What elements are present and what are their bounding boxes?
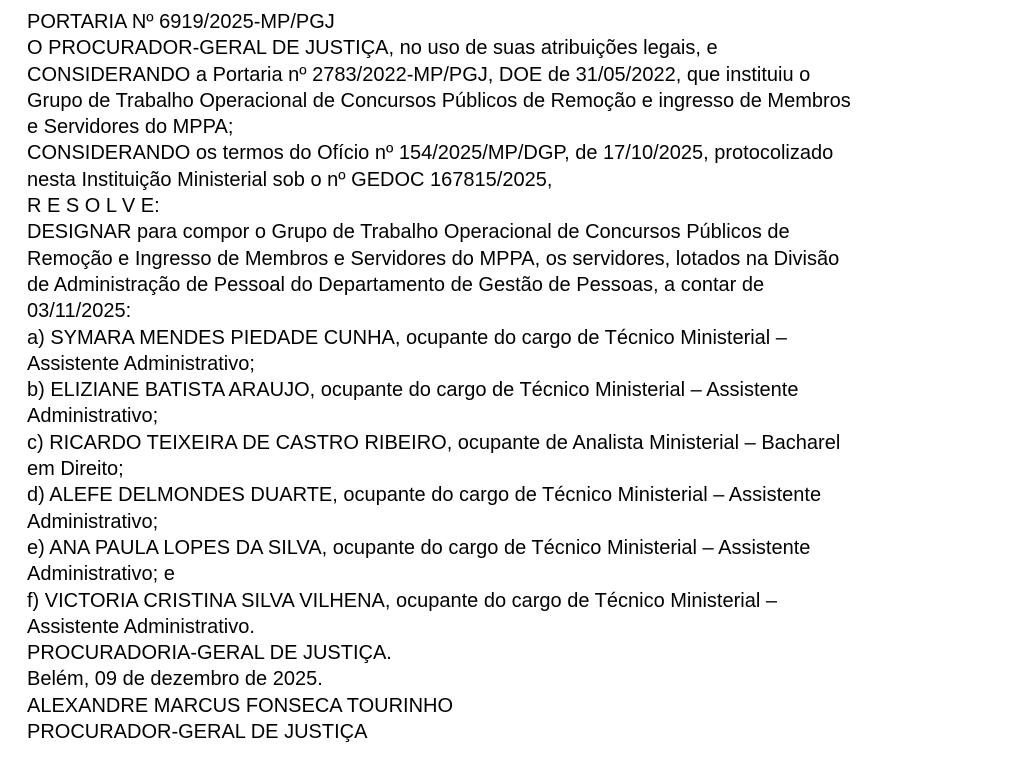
document-line: de Administração de Pessoal do Departamento de Gestão de Pessoas, a contar de (27, 273, 765, 296)
document-line: nesta Instituição Ministerial sob o nº GEDOC 167815/2025, (27, 168, 553, 191)
designee-line-f: f) VICTORIA CRISTINA SILVA VILHENA, ocupante do cargo de Técnico Ministerial – (27, 589, 777, 612)
date-line: Belém, 09 de dezembro de 2025. (27, 668, 323, 691)
signatory-name-line: ALEXANDRE MARCUS FONSECA TOURINHO (27, 694, 454, 717)
document-line: 03/11/2025: (27, 300, 132, 323)
issuing-body-line: PROCURADORIA-GERAL DE JUSTIÇA. (27, 642, 392, 665)
resolve-line: R E S O L V E: (27, 195, 160, 218)
document-line: Administrativo; e (27, 563, 175, 586)
designee-line-a: a) SYMARA MENDES PIEDADE CUNHA, ocupante do cargo de Técnico Ministerial – (27, 326, 787, 349)
document-title-line: PORTARIA Nº 6919/2025-MP/PGJ (27, 11, 335, 33)
signatory-title-line: PROCURADOR-GERAL DE JUSTIÇA (27, 721, 368, 744)
document-line: CONSIDERANDO a Portaria nº 2783/2022-MP/PGJ, DOE de 31/05/2022, que instituiu o (27, 63, 811, 86)
document-line: DESIGNAR para compor o Grupo de Trabalho Operacional de Concursos Públicos de (27, 221, 790, 244)
document-line: O PROCURADOR-GERAL DE JUSTIÇA, no uso de suas atribuições legais, e (27, 37, 718, 60)
document-line: Grupo de Trabalho Operacional de Concursos Públicos de Remoção e ingresso de Membros (27, 89, 851, 112)
document-line: Assistente Administrativo. (27, 615, 255, 638)
document-line: Administrativo; (27, 405, 159, 428)
designee-line-e: e) ANA PAULA LOPES DA SILVA, ocupante do cargo de Técnico Ministerial – Assistente (27, 536, 811, 559)
designee-line-b: b) ELIZIANE BATISTA ARAUJO, ocupante do cargo de Técnico Ministerial – Assistente (27, 379, 799, 402)
document-line: em Direito; (27, 458, 124, 481)
document-line: Assistente Administrativo; (27, 352, 255, 375)
document-line: CONSIDERANDO os termos do Ofício nº 154/2025/MP/DGP, de 17/10/2025, protocolizado (27, 142, 834, 165)
document-line: Administrativo; (27, 510, 159, 533)
document-line: Remoção e Ingresso de Membros e Servidores do MPPA, os servidores, lotados na Divisão (27, 247, 840, 270)
designee-line-c: c) RICARDO TEIXEIRA DE CASTRO RIBEIRO, ocupante de Analista Ministerial – Bacharel (27, 431, 841, 454)
designee-line-d: d) ALEFE DELMONDES DUARTE, ocupante do cargo de Técnico Ministerial – Assistente (27, 484, 822, 507)
document-line: e Servidores do MPPA; (27, 116, 234, 139)
